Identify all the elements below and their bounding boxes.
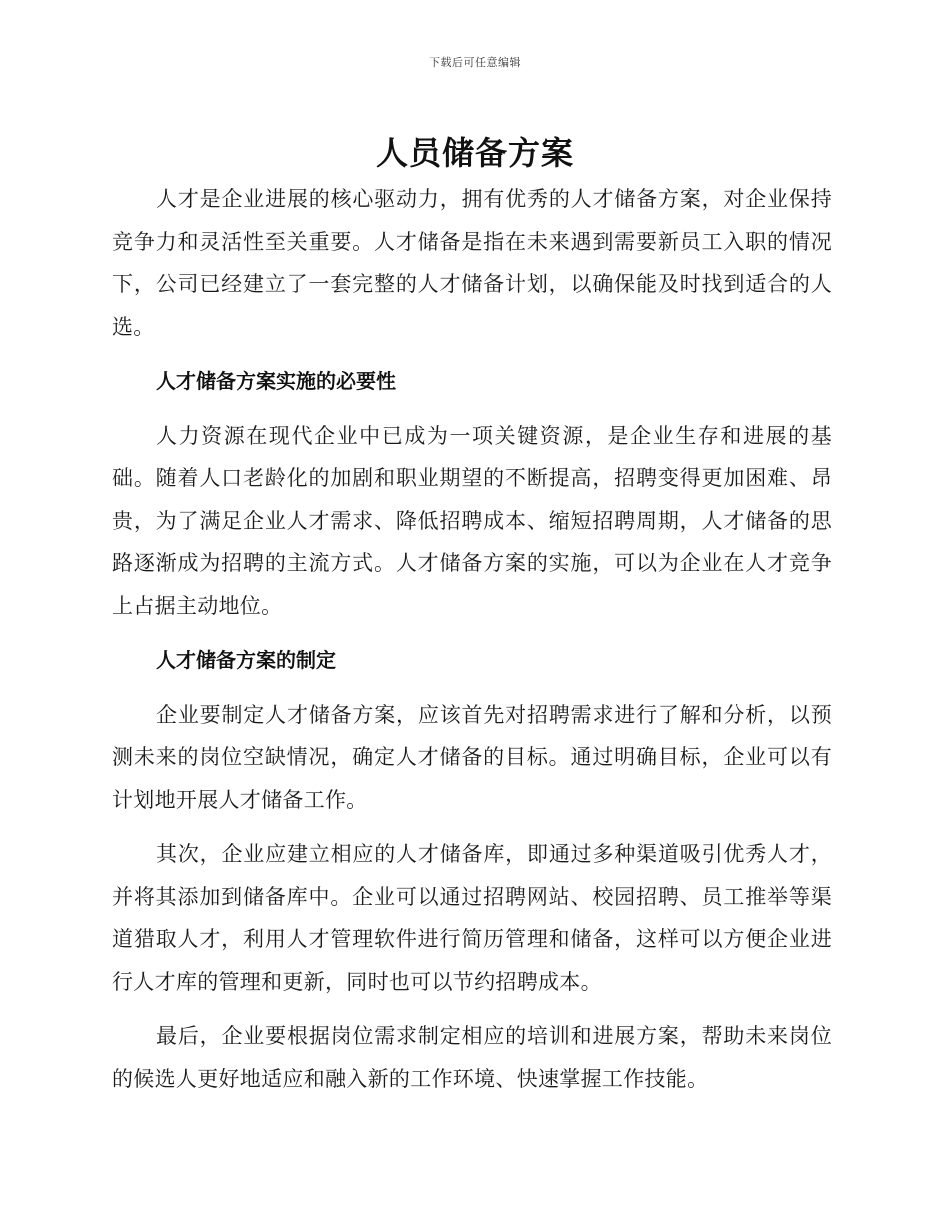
necessity-paragraph: 人力资源在现代企业中已成为一项关键资源，是企业生存和进展的基础。随着人口老龄化的加剧和职业期望的不断提高，招聘变得更加困难、昂贵，为了满足企业人才需求、降低招聘成本、缩短招聘周期，人才储备的思路逐渐成为招聘的主流方式。人才储备方案的实施，可以为企业在人才竞争上占据主动地位。 xyxy=(112,423,832,618)
formulation-paragraph-1: 企业要制定人才储备方案，应该首先对招聘需求进行了解和分析，以预测未来的岗位空缺情况，确定人才储备的目标。通过明确目标，企业可以有计划地开展人才储备工作。 xyxy=(112,702,832,812)
document-body xyxy=(112,178,832,1112)
section-heading-necessity: 人才储备方案实施的必要性 xyxy=(156,369,396,393)
page-header-note: 下载后可任意编辑 xyxy=(429,56,521,69)
section-heading-formulation: 人才储备方案的制定 xyxy=(156,648,336,672)
formulation-paragraph-2: 其次，企业应建立相应的人才储备库，即通过多种渠道吸引优秀人才，并将其添加到储备库中。企业可以通过招聘网站、校园招聘、员工推举等渠道猎取人才，利用人才管理软件进行简历管理和储备，这样可以方便企业进行人才库的管理和更新，同时也可以节约招聘成本。 xyxy=(112,842,832,994)
intro-paragraph: 人才是企业进展的核心驱动力，拥有优秀的人才储备方案，对企业保持竞争力和灵活性至关重要。人才储备是指在未来遇到需要新员工入职的情况下，公司已经建立了一套完整的人才储备计划，以确保能及时找到适合的人选。 xyxy=(112,187,832,339)
formulation-paragraph-3: 最后，企业要根据岗位需求制定相应的培训和进展方案，帮助未来岗位的候选人更好地适应和融入新的工作环境、快速掌握工作技能。 xyxy=(112,1024,832,1091)
document-title: 人员储备方案 xyxy=(375,134,574,172)
